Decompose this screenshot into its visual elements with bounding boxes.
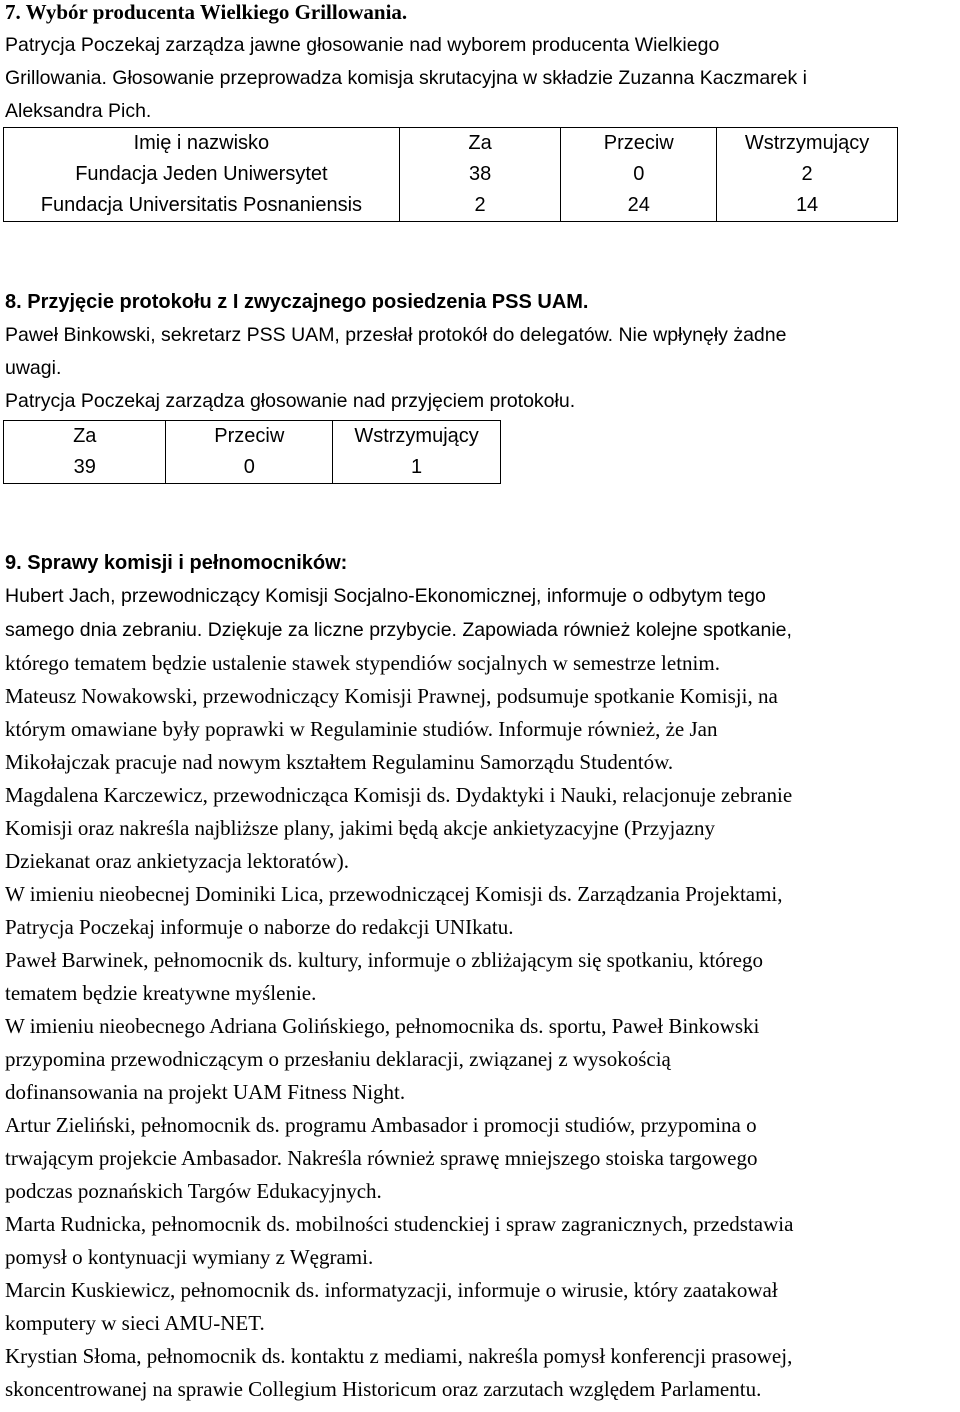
section-7-line: Aleksandra Pich.: [5, 100, 152, 122]
table-cell: 14: [717, 190, 898, 222]
paragraph: [5, 1208, 956, 1274]
paragraph-line: Artur Zieliński, pełnomocnik ds. programu Ambasador i promocji studiów, przypomina o: [5, 1113, 757, 1137]
table-row: [4, 452, 501, 484]
paragraph-line: Paweł Barwinek, pełnomocnik ds. kultury, informuje o zbliżającym się spotkaniu, którego: [5, 948, 763, 972]
table-cell: 0: [166, 452, 333, 484]
paragraph-line: dofinansowania na projekt UAM Fitness Night.: [5, 1080, 406, 1104]
section-9-heading: 9. Sprawy komisji i pełnomocników:: [5, 552, 348, 574]
table-cell: 38: [399, 159, 561, 190]
section-8-line: Paweł Binkowski, sekretarz PSS UAM, przesłał protokół do delegatów. Nie wpłynęły żadne: [5, 324, 787, 346]
table-header-row: [4, 421, 501, 453]
table-cell: 2: [717, 159, 898, 190]
table-cell: Fundacja Jeden Uniwersytet: [4, 159, 400, 190]
paragraph-line: W imieniu nieobecnego Adriana Golińskiego, pełnomocnika ds. sportu, Paweł Binkowski: [5, 1014, 760, 1038]
table-header-cell: Przeciw: [166, 421, 333, 453]
table-header-cell: Wstrzymujący: [333, 421, 501, 453]
paragraph: [5, 1010, 956, 1109]
paragraph-line: Marta Rudnicka, pełnomocnik ds. mobilności studenckiej i spraw zagranicznych, przedstawia: [5, 1212, 794, 1236]
section-7-line: Grillowania. Głosowanie przeprowadza komisja skrutacyjna w składzie Zuzanna Kaczmarek i: [5, 67, 808, 89]
section-7-body: [5, 29, 956, 128]
section-9-body: [5, 580, 956, 1406]
paragraph-line: trwającym projekcie Ambasador. Nakreśla również sprawę mniejszego stoiska targowego: [5, 1146, 758, 1170]
section-7-heading: 7. Wybór producenta Wielkiego Grillowania.: [5, 0, 408, 24]
table-cell: 39: [4, 452, 166, 484]
table-row: [4, 159, 898, 190]
table-cell: 2: [399, 190, 561, 222]
paragraph-line: skoncentrowanej na sprawie Collegium Historicum oraz zarzutach względem Parlamentu.: [5, 1377, 762, 1401]
paragraph-line: którym omawiane były poprawki w Regulaminie studiów. Informuje również, że Jan: [5, 717, 718, 741]
table-header-cell: Za: [399, 128, 561, 160]
paragraph: [5, 944, 956, 1010]
paragraph: [5, 1274, 956, 1340]
paragraph-line: Patrycja Poczekaj informuje o naborze do redakcji UNIkatu.: [5, 915, 514, 939]
paragraph: [5, 1109, 956, 1208]
section-8-body: [5, 319, 956, 418]
paragraph-line: Mateusz Nowakowski, przewodniczący Komisji Prawnej, podsumuje spotkanie Komisji, na: [5, 684, 778, 708]
paragraph-line: przypomina przewodniczącym o przesłaniu deklaracji, związanej z wysokością: [5, 1047, 671, 1071]
table-header-cell: Imię i nazwisko: [4, 128, 400, 160]
paragraph-line: W imieniu nieobecnej Dominiki Lica, przewodniczącej Komisji ds. Zarządzania Projektami,: [5, 882, 783, 906]
paragraph-line: Mikołajczak pracuje nad nowym kształtem Regulaminu Samorządu Studentów.: [5, 750, 674, 774]
table-cell: 1: [333, 452, 501, 484]
table-header-cell: Za: [4, 421, 166, 453]
table-header-cell: Przeciw: [561, 128, 717, 160]
section-8-line: uwagi.: [5, 357, 62, 379]
paragraph: [5, 779, 956, 878]
paragraph-line-text: samego dnia zebraniu. Dziękuje za liczne przybycie. Zapowiada również kolejne spotkanie,: [5, 619, 792, 641]
table-header-row: [4, 128, 898, 160]
paragraph-line: tematem będzie kreatywne myślenie.: [5, 981, 317, 1005]
section-8-line: Patrycja Poczekaj zarządza głosowanie nad przyjęciem protokołu.: [5, 390, 576, 412]
paragraph-line: Krystian Słoma, pełnomocnik ds. kontaktu z mediami, nakreśla pomysł konferencji prasowej,: [5, 1344, 793, 1368]
table-header-cell: Wstrzymujący: [717, 128, 898, 160]
table-cell: 24: [561, 190, 717, 222]
paragraph-line: którego tematem będzie ustalenie stawek stypendiów socjalnych w semestrze letnim.: [5, 651, 720, 675]
producer-vote-table: [3, 127, 898, 222]
paragraph-line: Hubert Jach, przewodniczący Komisji Socjalno-Ekonomicznej, informuje o odbytym tego: [5, 585, 766, 607]
table-cell: 0: [561, 159, 717, 190]
protocol-vote-table: [3, 420, 501, 484]
paragraph-line: komputery w sieci AMU-NET.: [5, 1311, 265, 1335]
table-cell: Fundacja Universitatis Posnaniensis: [4, 190, 400, 222]
paragraph-line: Komisji oraz nakreśla najbliższe plany, jakimi będą akcje ankietyzacyjne (Przyjazny: [5, 816, 716, 840]
paragraph-line: pomysł o kontynuacji wymiany z Węgrami.: [5, 1245, 374, 1269]
section-7-line: Patrycja Poczekaj zarządza jawne głosowanie nad wyborem producenta Wielkiego: [5, 34, 720, 56]
paragraph-line: [5, 613, 956, 647]
paragraph-line: Magdalena Karczewicz, przewodnicząca Komisji ds. Dydaktyki i Nauki, relacjonuje zebranie: [5, 783, 793, 807]
paragraph: [5, 680, 956, 779]
paragraph: [5, 1340, 956, 1406]
table-row: [4, 190, 898, 222]
paragraph: [5, 580, 956, 680]
paragraph-line: Dziekanat oraz ankietyzacja lektoratów).: [5, 849, 349, 873]
section-8-heading: 8. Przyjęcie protokołu z I zwyczajnego posiedzenia PSS UAM.: [5, 291, 589, 313]
paragraph-line: Marcin Kuskiewicz, pełnomocnik ds. informatyzacji, informuje o wirusie, który zaatakował: [5, 1278, 778, 1302]
paragraph-line: podczas poznańskich Targów Edukacyjnych.: [5, 1179, 382, 1203]
paragraph: [5, 878, 956, 944]
